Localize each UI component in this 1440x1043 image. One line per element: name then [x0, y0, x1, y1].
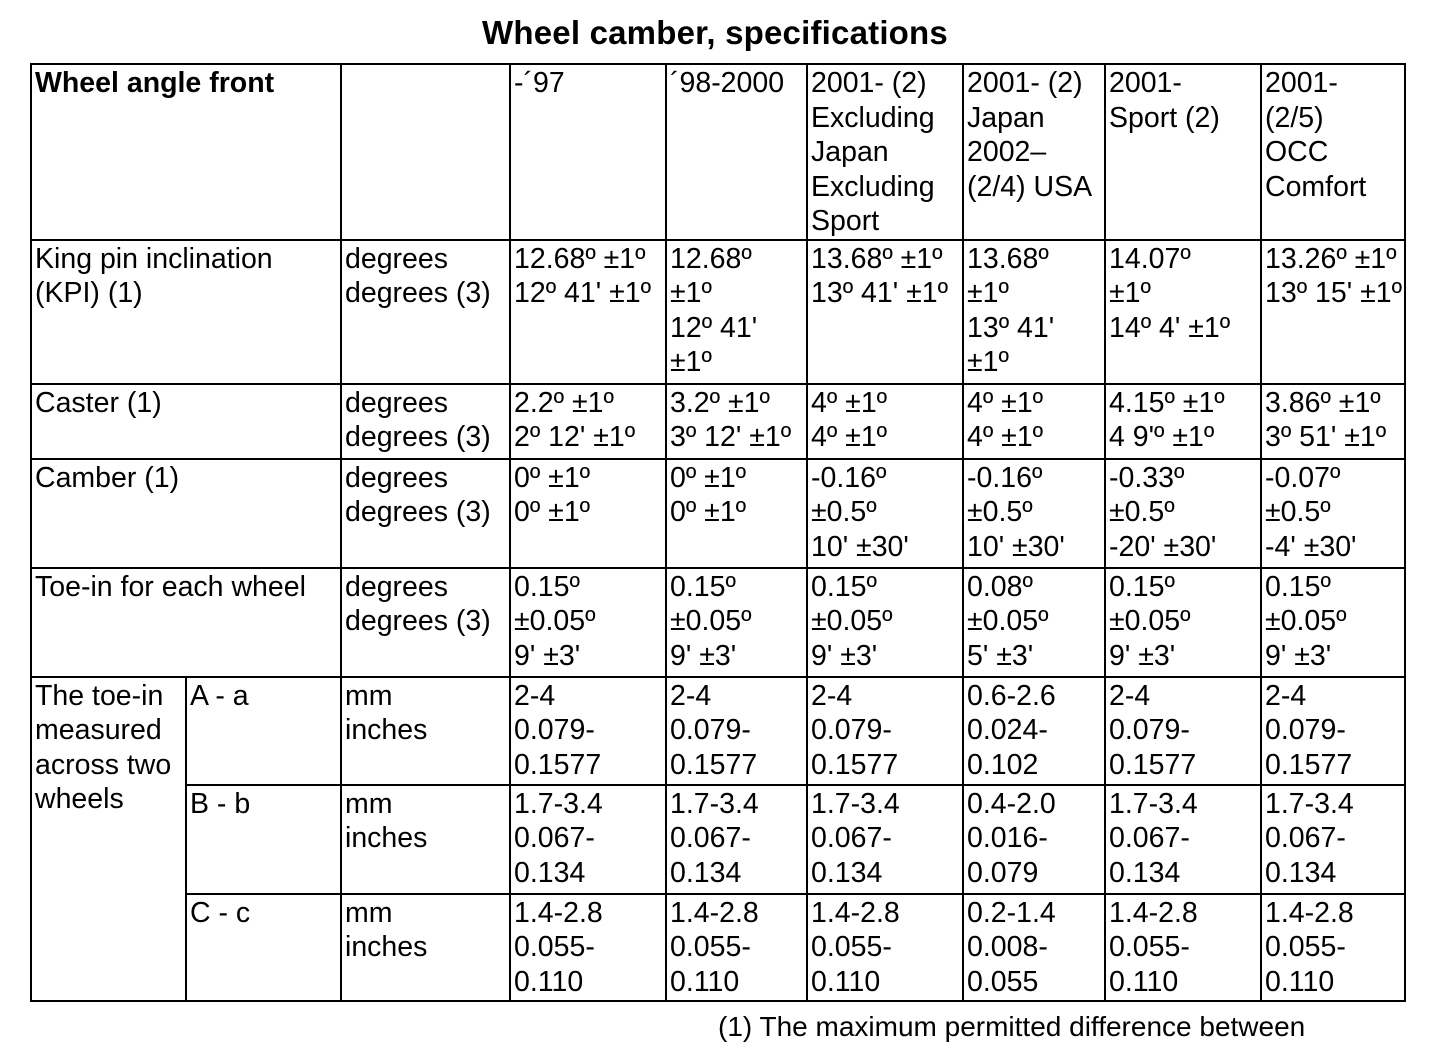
header-col-4: 2001- (2) Japan 2002– (2/4) USA	[963, 64, 1105, 240]
table-cell: 0.15º ±0.05º 9' ±3'	[666, 568, 807, 677]
header-label: Wheel angle front	[31, 64, 341, 240]
table-cell: 1.7-3.4 0.067- 0.134	[1261, 785, 1405, 894]
table-cell: 12.68º ±1º 12º 41' ±1º	[666, 240, 807, 384]
table-cell: -0.16º ±0.5º 10' ±30'	[963, 459, 1105, 568]
header-col-2: ´98-2000	[666, 64, 807, 240]
header-col-3: 2001- (2) Excluding Japan Excluding Sport	[807, 64, 963, 240]
table-cell: -0.33º ±0.5º -20' ±30'	[1105, 459, 1261, 568]
table-row-kpi	[31, 240, 1405, 384]
table-cell: 4º ±1º 4º ±1º	[963, 384, 1105, 459]
table-cell: 0º ±1º 0º ±1º	[510, 459, 666, 568]
table-cell: 0.15º ±0.05º 9' ±3'	[1105, 568, 1261, 677]
row-label: Caster (1)	[31, 384, 341, 459]
table-cell: 0.15º ±0.05º 9' ±3'	[807, 568, 963, 677]
row-unit: degrees degrees (3)	[341, 384, 510, 459]
table-row-toein	[31, 568, 1405, 677]
table-cell: 1.7-3.4 0.067- 0.134	[666, 785, 807, 894]
header-row	[31, 64, 1405, 240]
table-cell: 0.08º ±0.05º 5' ±3'	[963, 568, 1105, 677]
table-cell: 1.7-3.4 0.067- 0.134	[807, 785, 963, 894]
table-cell: 1.4-2.8 0.055- 0.110	[1105, 894, 1261, 1001]
table-cell: 0.15º ±0.05º 9' ±3'	[1261, 568, 1405, 677]
table-cell: 4º ±1º 4º ±1º	[807, 384, 963, 459]
table-cell: 1.4-2.8 0.055- 0.110	[1261, 894, 1405, 1001]
row-unit: mm inches	[341, 894, 510, 1001]
row-unit: mm inches	[341, 785, 510, 894]
table-cell: 0.4-2.0 0.016- 0.079	[963, 785, 1105, 894]
table-row-measured-b	[31, 785, 1405, 894]
table-row-caster	[31, 384, 1405, 459]
table-cell: 2-4 0.079- 0.1577	[510, 677, 666, 785]
header-col-6: 2001- (2/5) OCC Comfort	[1261, 64, 1405, 240]
table-cell: 4.15º ±1º 4 9'º ±1º	[1105, 384, 1261, 459]
row-label: Camber (1)	[31, 459, 341, 568]
table-cell: 0º ±1º 0º ±1º	[666, 459, 807, 568]
table-cell: 3.2º ±1º 3º 12' ±1º	[666, 384, 807, 459]
table-cell: 0.6-2.6 0.024- 0.102	[963, 677, 1105, 785]
header-col-1: -´97	[510, 64, 666, 240]
measured-label: The toe-in measured across two wheels	[31, 677, 186, 1001]
table-cell: 1.4-2.8 0.055- 0.110	[807, 894, 963, 1001]
table-row-camber	[31, 459, 1405, 568]
row-label: King pin inclination (KPI) (1)	[31, 240, 341, 384]
footnote: (1) The maximum permitted difference between	[718, 1011, 1306, 1042]
table-cell: 3.86º ±1º 3º 51' ±1º	[1261, 384, 1405, 459]
wheel-camber-spec-table	[30, 63, 1406, 1002]
row-unit: degrees degrees (3)	[341, 240, 510, 384]
table-cell: -0.07º ±0.5º -4' ±30'	[1261, 459, 1405, 568]
table-cell: 2-4 0.079- 0.1577	[1105, 677, 1261, 785]
table-cell: 13.26º ±1º 13º 15' ±1º	[1261, 240, 1405, 384]
table-cell: 2-4 0.079- 0.1577	[1261, 677, 1405, 785]
table-row-measured-a	[31, 677, 1405, 785]
table-cell: 12.68º ±1º 12º 41' ±1º	[510, 240, 666, 384]
table-cell: 1.7-3.4 0.067- 0.134	[1105, 785, 1261, 894]
table-row-measured-c	[31, 894, 1405, 1001]
table-cell: 0.15º ±0.05º 9' ±3'	[510, 568, 666, 677]
table-cell: 1.7-3.4 0.067- 0.134	[510, 785, 666, 894]
page-title: Wheel camber, specifications	[482, 14, 948, 51]
row-unit: mm inches	[341, 677, 510, 785]
header-unit	[341, 64, 510, 240]
table-cell: 13.68º ±1º 13º 41' ±1º	[807, 240, 963, 384]
table-cell: 13.68º ±1º 13º 41' ±1º	[963, 240, 1105, 384]
subrow-label: C - c	[186, 894, 341, 1001]
table-cell: 0.2-1.4 0.008- 0.055	[963, 894, 1105, 1001]
table-cell: 14.07º ±1º 14º 4' ±1º	[1105, 240, 1261, 384]
subrow-label: A - a	[186, 677, 341, 785]
table-cell: -0.16º ±0.5º 10' ±30'	[807, 459, 963, 568]
row-label: Toe-in for each wheel	[31, 568, 341, 677]
table-cell: 2-4 0.079- 0.1577	[666, 677, 807, 785]
table-cell: 2-4 0.079- 0.1577	[807, 677, 963, 785]
row-unit: degrees degrees (3)	[341, 459, 510, 568]
header-col-5: 2001- Sport (2)	[1105, 64, 1261, 240]
table-cell: 1.4-2.8 0.055- 0.110	[666, 894, 807, 1001]
subrow-label: B - b	[186, 785, 341, 894]
table-cell: 1.4-2.8 0.055- 0.110	[510, 894, 666, 1001]
table-cell: 2.2º ±1º 2º 12' ±1º	[510, 384, 666, 459]
row-unit: degrees degrees (3)	[341, 568, 510, 677]
